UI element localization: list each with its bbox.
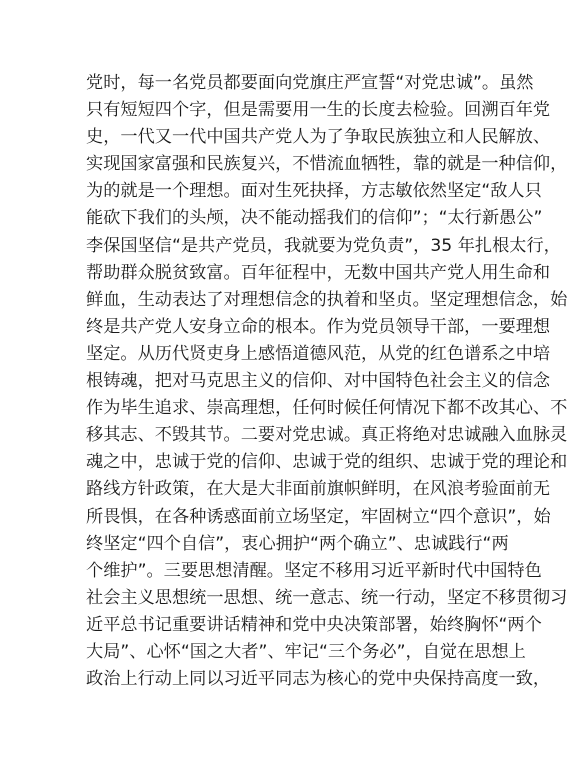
text-line: 所畏惧，在各种诱惑面前立场坚定，牢固树立“四个意识”，始 bbox=[86, 506, 551, 527]
body-paragraph bbox=[86, 70, 568, 693]
text-line: 终坚定“四个自信”，衷心拥护“两个确立”、忠诚践行“两 bbox=[86, 533, 509, 554]
text-line: 坚定。从历代贤吏身上感悟道德风范，从党的红色谱系之中培 bbox=[86, 343, 551, 364]
text-line: 只有短短四个字，但是需要用一生的长度去检验。回溯百年党 bbox=[86, 100, 551, 121]
text-line: 社会主义思想统一思想、统一意志、统一行动，坚定不移贯彻习 bbox=[86, 587, 568, 608]
text-line: 大局”、心怀“国之大者”、牢记“三个务必”，自觉在思想上 bbox=[86, 641, 526, 662]
text-line: 根铸魂，把对马克思主义的信仰、对中国特色社会主义的信念 bbox=[86, 371, 551, 392]
text-line: 李保国坚信“是共产党员，我就要为党负责”，35 年扎根太行， bbox=[86, 235, 561, 256]
text-line: 个维护”。三要思想清醒。坚定不移用习近平新时代中国特色 bbox=[86, 560, 542, 581]
text-line: 史，一代又一代中国共产党人为了争取民族独立和人民解放、 bbox=[86, 127, 551, 148]
text-line: 魂之中，忠诚于党的信仰、忠诚于党的组织、忠诚于党的理论和 bbox=[86, 452, 568, 473]
text-line: 作为毕生追求、崇高理想，任何时候任何情况下都不改其心、不 bbox=[86, 398, 568, 419]
text-line: 能砍下我们的头颅，决不能动摇我们的信仰”；“太行新愚公” bbox=[86, 208, 543, 229]
text-line: 政治上行动上同以习近平同志为核心的党中央保持高度一致， bbox=[86, 669, 551, 690]
text-line: 为的就是一个理想。面对生死抉择，方志敏依然坚定“敌人只 bbox=[86, 181, 542, 202]
text-line: 终是共产党人安身立命的根本。作为党员领导干部，一要理想 bbox=[86, 316, 551, 337]
text-line: 鲜血，生动表达了对理想信念的执着和坚贞。坚定理想信念，始 bbox=[86, 289, 568, 310]
text-line: 帮助群众脱贫致富。百年征程中，无数中国共产党人用生命和 bbox=[86, 262, 551, 283]
text-line: 移其志、不毁其节。二要对党忠诚。真正将绝对忠诚融入血脉灵 bbox=[86, 425, 568, 446]
text-line: 近平总书记重要讲话精神和党中央决策部署，始终胸怀“两个 bbox=[86, 614, 542, 635]
text-line: 实现国家富强和民族复兴，不惜流血牺牲，靠的就是一种信仰， bbox=[86, 154, 568, 175]
text-line: 路线方针政策，在大是大非面前旗帜鲜明，在风浪考验面前无 bbox=[86, 479, 551, 500]
text-line: 党时，每一名党员都要面向党旗庄严宣誓“对党忠诚”。虽然 bbox=[86, 73, 534, 93]
